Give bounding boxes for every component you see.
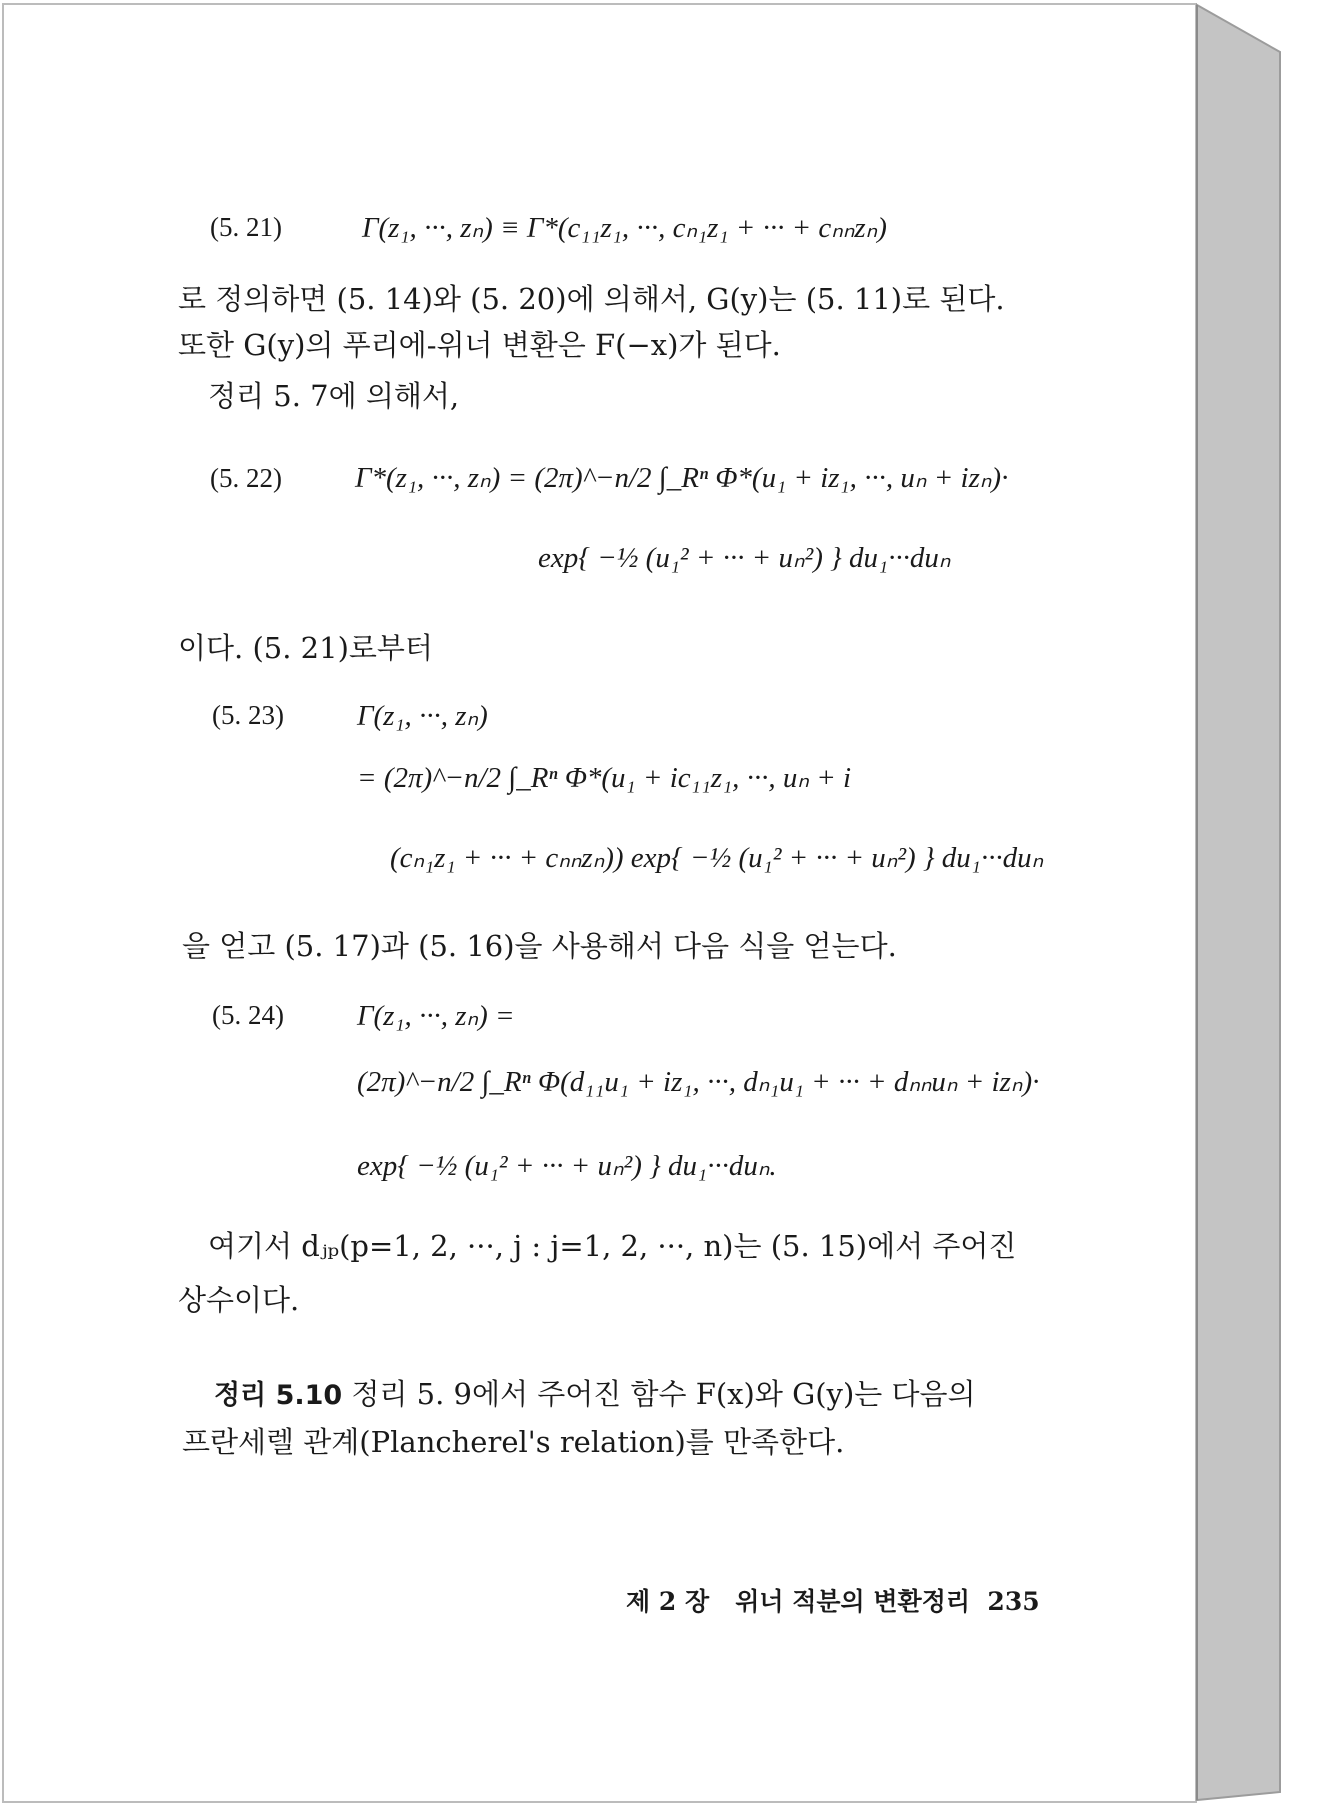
theorem-statement bbox=[214, 1376, 976, 1414]
paragraph-line: 이다. (5. 21)로부터 bbox=[178, 631, 433, 665]
equation-5-23-line1: Γ(z₁, ···, zₙ) bbox=[357, 700, 488, 732]
paragraph-line: 또한 G(y)의 푸리에-위너 변환은 F(−x)가 된다. bbox=[178, 328, 781, 362]
chapter-label: 제 2 장 bbox=[626, 1587, 710, 1616]
equation-5-22-line2: exp{ −½ (u₁² + ··· + uₙ²) } du₁···duₙ bbox=[538, 542, 951, 574]
theorem-line: 프란세렐 관계(Plancherel's relation)를 만족한다. bbox=[182, 1425, 845, 1459]
equation-5-24-line2: (2π)^−n/2 ∫_Rⁿ Φ(d₁₁u₁ + iz₁, ···, dₙ₁u₁ + ··· + dₙₙuₙ + izₙ)· bbox=[357, 1066, 1040, 1098]
running-footer bbox=[626, 1582, 1040, 1618]
equation-5-24-line1: Γ(z₁, ···, zₙ) = bbox=[357, 1000, 515, 1032]
equation-5-21: Γ(z₁, ···, zₙ) ≡ Γ*(c₁₁z₁, ···, cₙ₁z₁ + ··· + cₙₙzₙ) bbox=[362, 212, 887, 244]
page-number: 235 bbox=[987, 1587, 1040, 1616]
equation-number: (5. 24) bbox=[212, 1000, 284, 1030]
paragraph-line: 정리 5. 7에 의해서, bbox=[208, 379, 460, 413]
equation-5-23-line3: (cₙ₁z₁ + ··· + cₙₙzₙ)) exp{ −½ (u₁² + ··· + uₙ²) } du₁···duₙ bbox=[390, 842, 1044, 874]
chapter-title: 위너 적분의 변환정리 bbox=[735, 1587, 970, 1616]
equation-5-24-line3: exp{ −½ (u₁² + ··· + uₙ²) } du₁···duₙ. bbox=[357, 1150, 777, 1182]
theorem-text: 정리 5. 9에서 주어진 함수 F(x)와 G(y)는 다음의 bbox=[342, 1377, 976, 1411]
equation-number: (5. 23) bbox=[212, 700, 284, 730]
equation-number: (5. 21) bbox=[210, 212, 282, 242]
equation-5-22-line1: Γ*(z₁, ···, zₙ) = (2π)^−n/2 ∫_Rⁿ Φ*(u₁ + iz₁, ···, uₙ + izₙ)· bbox=[355, 462, 1009, 494]
equation-number: (5. 22) bbox=[210, 463, 282, 493]
paragraph-line: 여기서 dⱼₚ(p=1, 2, ···, j : j=1, 2, ···, n)는 (5. 15)에서 주어진 bbox=[208, 1229, 1017, 1263]
paragraph-line: 을 얻고 (5. 17)과 (5. 16)을 사용해서 다음 식을 얻는다. bbox=[182, 929, 897, 963]
equation-5-23-line2: = (2π)^−n/2 ∫_Rⁿ Φ*(u₁ + ic₁₁z₁, ···, uₙ + i bbox=[357, 762, 852, 794]
paragraph-line: 상수이다. bbox=[178, 1283, 300, 1317]
theorem-label: 정리 5.10 bbox=[214, 1380, 343, 1411]
paragraph-line: 로 정의하면 (5. 14)와 (5. 20)에 의해서, G(y)는 (5. 11)로 된다. bbox=[178, 282, 1005, 316]
